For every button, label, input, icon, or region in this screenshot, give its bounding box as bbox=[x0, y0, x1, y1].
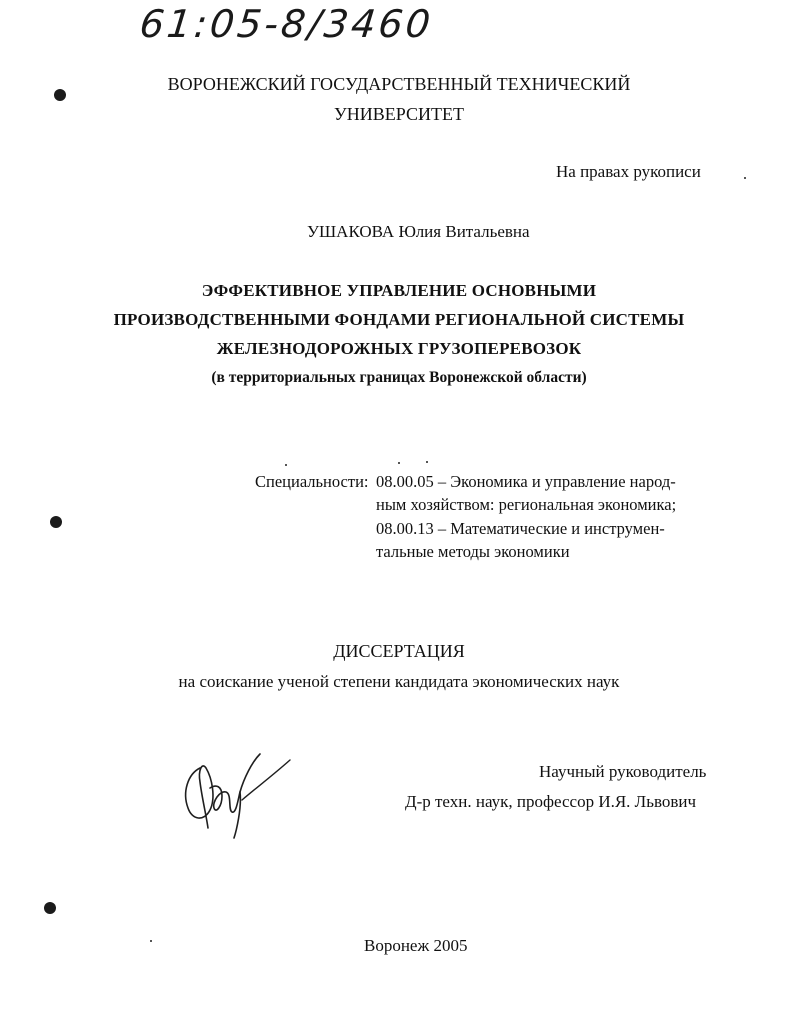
dissertation-subtitle: (в территориальных границах Воронежской области) bbox=[211, 369, 587, 386]
advisor-name: Д-р техн. наук, профессор И.Я. Львович bbox=[405, 792, 697, 811]
university-line-1: ВОРОНЕЖСКИЙ ГОСУДАРСТВЕННЫЙ ТЕХНИЧЕСКИЙ bbox=[167, 74, 631, 94]
title-line-1: ЭФФЕКТИВНОЕ УПРАВЛЕНИЕ ОСНОВНЫМИ bbox=[201, 281, 597, 300]
degree-line: на соискание ученой степени кандидата экономических наук bbox=[178, 672, 620, 691]
specialties-label: Специальности: bbox=[255, 472, 369, 491]
scan-speck bbox=[744, 177, 746, 179]
title-line-2: ПРОИЗВОДСТВЕННЫМИ ФОНДАМИ РЕГИОНАЛЬНОЙ СИСТЕМЫ bbox=[113, 310, 685, 329]
archive-number: 61:05-8/3460 bbox=[137, 2, 436, 46]
title-line-3: ЖЕЛЕЗНОДОРОЖНЫХ ГРУЗОПЕРЕВОЗОК bbox=[216, 339, 582, 358]
manuscript-note: На правах рукописи bbox=[556, 162, 701, 181]
place-year: Воронеж 2005 bbox=[364, 936, 468, 955]
punch-hole-mark bbox=[50, 516, 62, 528]
signature-image bbox=[176, 748, 296, 840]
scan-speck bbox=[398, 462, 400, 464]
specialty-line-2: ным хозяйством: региональная экономика; bbox=[376, 494, 677, 514]
university-name bbox=[0, 69, 798, 129]
author-name: УШАКОВА Юлия Витальевна bbox=[307, 222, 530, 241]
scan-speck bbox=[285, 464, 287, 466]
advisor-role: Научный руководитель bbox=[539, 762, 707, 781]
university-line-2: УНИВЕРСИТЕТ bbox=[334, 104, 464, 124]
specialty-line-4: тальные методы экономики bbox=[376, 541, 570, 561]
specialties-list bbox=[376, 471, 676, 563]
dissertation-title bbox=[0, 276, 798, 363]
scan-speck bbox=[150, 940, 152, 942]
scan-speck bbox=[426, 461, 428, 463]
specialty-line-1: 08.00.05 – Экономика и управление народ- bbox=[376, 472, 676, 491]
punch-hole-mark bbox=[44, 902, 56, 914]
document-type: ДИССЕРТАЦИЯ bbox=[333, 641, 465, 661]
specialty-line-3: 08.00.13 – Математические и инструмен- bbox=[376, 519, 665, 538]
